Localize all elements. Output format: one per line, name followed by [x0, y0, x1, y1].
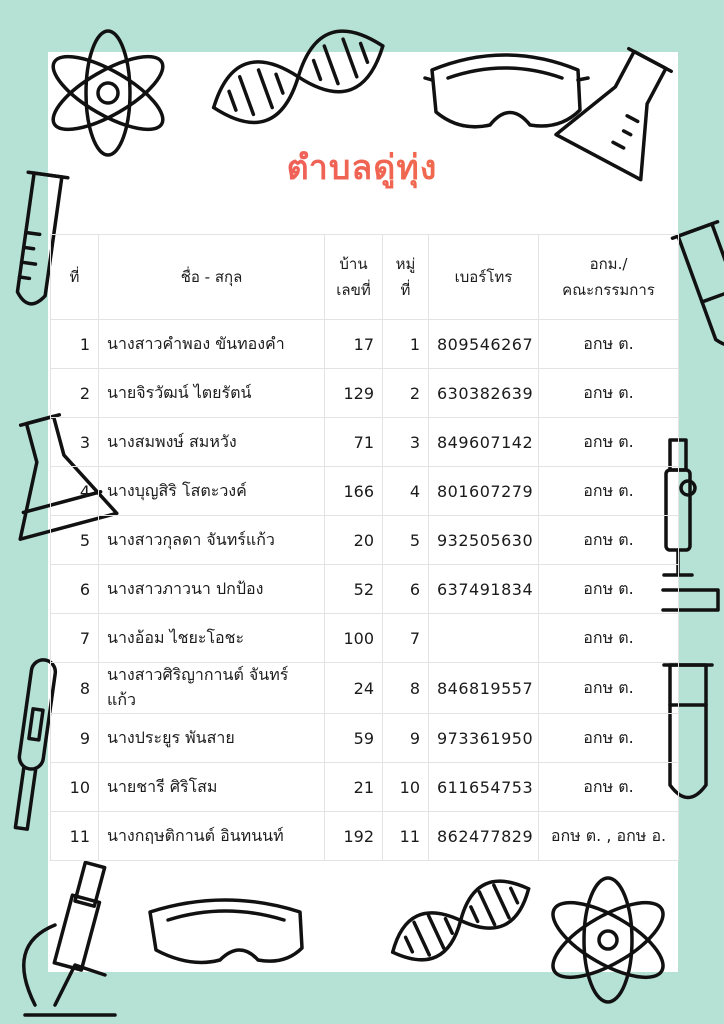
- header-house-line1: บ้าน: [339, 255, 368, 273]
- cell-name: นางสาวศิริญากานต์ จันทร์แก้ว: [99, 663, 325, 714]
- cell-role: อกษ ต.: [539, 663, 679, 714]
- cell-moo: 2: [383, 369, 429, 418]
- table-body: [51, 320, 679, 861]
- cell-house-no: 21: [325, 763, 383, 812]
- cell-no: 10: [51, 763, 99, 812]
- cell-phone: 849607142: [429, 418, 539, 467]
- cell-role: อกษ ต.: [539, 418, 679, 467]
- cell-moo: 1: [383, 320, 429, 369]
- cell-house-no: 71: [325, 418, 383, 467]
- cell-no: 5: [51, 516, 99, 565]
- table-row: [51, 663, 679, 714]
- header-role-line2: คณะกรรมการ: [562, 281, 655, 299]
- cell-name: นางสาวภาวนา ปกป้อง: [99, 565, 325, 614]
- cell-phone: 637491834: [429, 565, 539, 614]
- cell-name: นางสาวกุลดา จันทร์แก้ว: [99, 516, 325, 565]
- cell-no: 9: [51, 714, 99, 763]
- cell-no: 4: [51, 467, 99, 516]
- header-no: ที่: [51, 235, 99, 320]
- header-phone: เบอร์โทร: [429, 235, 539, 320]
- cell-role: อกษ ต.: [539, 369, 679, 418]
- cell-role: อกษ ต.: [539, 714, 679, 763]
- cell-role: อกษ ต.: [539, 763, 679, 812]
- cell-moo: 9: [383, 714, 429, 763]
- table-row: [51, 418, 679, 467]
- cell-house-no: 129: [325, 369, 383, 418]
- cell-role: อกษ ต. , อกษ อ.: [539, 812, 679, 861]
- cell-house-no: 24: [325, 663, 383, 714]
- cell-phone: 862477829: [429, 812, 539, 861]
- cell-house-no: 166: [325, 467, 383, 516]
- cell-moo: 10: [383, 763, 429, 812]
- cell-phone: 973361950: [429, 714, 539, 763]
- header-name: ชื่อ - สกุล: [99, 235, 325, 320]
- cell-no: 8: [51, 663, 99, 714]
- header-moo: หมู่ที่: [383, 235, 429, 320]
- cell-house-no: 59: [325, 714, 383, 763]
- cell-moo: 4: [383, 467, 429, 516]
- table-row: [51, 516, 679, 565]
- table-row: [51, 614, 679, 663]
- cell-no: 7: [51, 614, 99, 663]
- cell-house-no: 52: [325, 565, 383, 614]
- cell-phone: 611654753: [429, 763, 539, 812]
- cell-no: 3: [51, 418, 99, 467]
- cell-moo: 8: [383, 663, 429, 714]
- cell-no: 2: [51, 369, 99, 418]
- cell-house-no: 100: [325, 614, 383, 663]
- cell-name: นางสาวคำพอง ขันทองคำ: [99, 320, 325, 369]
- cell-phone: 846819557: [429, 663, 539, 714]
- cell-name: นางประยูร พันสาย: [99, 714, 325, 763]
- table-header-row: [51, 235, 679, 320]
- cell-name: นางอ้อม ไชยะโอชะ: [99, 614, 325, 663]
- cell-phone: 630382639: [429, 369, 539, 418]
- header-role-line1: อกม./: [589, 255, 628, 273]
- cell-name: นางสมพงษ์ สมหวัง: [99, 418, 325, 467]
- header-role: [539, 235, 679, 320]
- cell-name: นายชารี ศิริโสม: [99, 763, 325, 812]
- cell-moo: 5: [383, 516, 429, 565]
- cell-phone: 809546267: [429, 320, 539, 369]
- table-row: [51, 812, 679, 861]
- cell-role: อกษ ต.: [539, 614, 679, 663]
- table-row: [51, 320, 679, 369]
- cell-phone: [429, 614, 539, 663]
- cell-house-no: 192: [325, 812, 383, 861]
- cell-no: 6: [51, 565, 99, 614]
- page-title: ตำบลดู่ทุ่ง: [0, 140, 724, 194]
- cell-role: อกษ ต.: [539, 516, 679, 565]
- cell-name: นางกฤษติกานต์ อินทนนท์: [99, 812, 325, 861]
- header-house-line2: เลขที่: [336, 281, 371, 299]
- table-row: [51, 763, 679, 812]
- table-row: [51, 714, 679, 763]
- member-table: [50, 234, 679, 861]
- cell-phone: 932505630: [429, 516, 539, 565]
- table-row: [51, 369, 679, 418]
- cell-no: 1: [51, 320, 99, 369]
- cell-no: 11: [51, 812, 99, 861]
- cell-moo: 7: [383, 614, 429, 663]
- cell-role: อกษ ต.: [539, 467, 679, 516]
- cell-role: อกษ ต.: [539, 565, 679, 614]
- cell-name: นายจิรวัฒน์ ไตยรัตน์: [99, 369, 325, 418]
- cell-moo: 3: [383, 418, 429, 467]
- cell-role: อกษ ต.: [539, 320, 679, 369]
- table-row: [51, 565, 679, 614]
- table-row: [51, 467, 679, 516]
- cell-moo: 6: [383, 565, 429, 614]
- cell-moo: 11: [383, 812, 429, 861]
- cell-phone: 801607279: [429, 467, 539, 516]
- cell-house-no: 17: [325, 320, 383, 369]
- cell-house-no: 20: [325, 516, 383, 565]
- cell-name: นางบุญสิริ โสตะวงค์: [99, 467, 325, 516]
- header-house: [325, 235, 383, 320]
